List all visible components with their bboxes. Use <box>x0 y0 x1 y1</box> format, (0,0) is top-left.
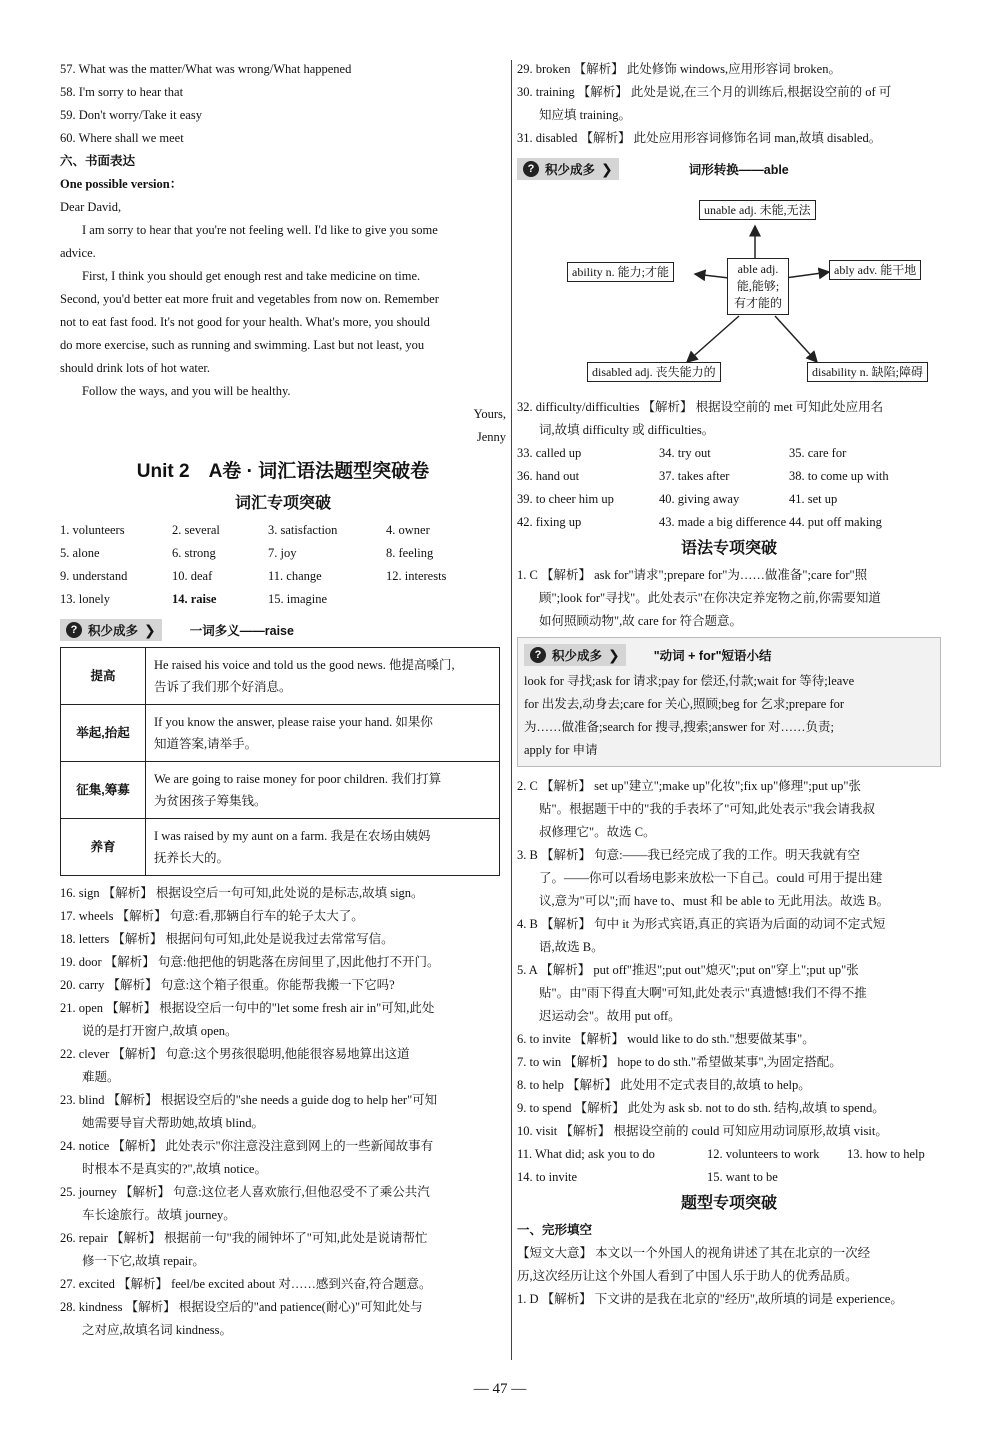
explanation-line: 时根本不是真实的?",故填 notice。 <box>82 1162 267 1176</box>
explanation-line: 贴"。根据题干中的"我的手表坏了"可知,此处表示"我会请我叔 <box>539 802 876 816</box>
letter-line: should drink lots of hot water. <box>60 361 210 375</box>
explanation-line: 叔修理它"。故选 C。 <box>539 825 656 839</box>
explanation-line: 26. repair 【解析】 根据前一句"我的闹钟坏了"可知,此处是说请帮忙 <box>60 1231 428 1245</box>
right-column <box>517 58 941 1311</box>
grammar-answer-grid <box>517 1143 941 1189</box>
lightbulb-icon: ? <box>530 647 546 663</box>
vocab-answer: 7. joy <box>268 546 297 560</box>
summary-line: 【短文大意】 本文以一个外国人的视角讲述了其在北京的一次经 <box>517 1246 871 1260</box>
tip-line: 为……做准备;search for 搜寻,搜索;answer for 对……负责; <box>524 720 835 734</box>
tip-badge-label: 积少成多 <box>545 163 596 177</box>
diagram-node-able <box>727 258 789 315</box>
phrase-answer: 43. made a big difference <box>659 515 787 529</box>
table-row <box>61 648 500 705</box>
column-divider <box>511 60 512 1360</box>
vocab-answer: 8. feeling <box>386 546 434 560</box>
phrase-answer: 40. giving away <box>659 492 740 506</box>
grammar-answer: 15. want to be <box>707 1170 778 1184</box>
table-row <box>61 705 500 762</box>
diagram-node-ably: ably adv. 能干地 <box>829 260 921 280</box>
answer-60: 60. Where shall we meet <box>60 131 184 145</box>
grammar-answer <box>847 1166 941 1189</box>
letter-greeting: Dear David, <box>60 200 122 214</box>
explanation-line: 24. notice 【解析】 此处表示"你注意没注意到网上的一些新闻故事有 <box>60 1139 434 1153</box>
explanation-line: 之对应,故填名词 kindness。 <box>82 1323 233 1337</box>
vocab-answer <box>386 588 504 611</box>
example-cell: I was raised by my aunt on a farm. 我是在农场由姨妈 抚养长大的。 <box>146 819 500 876</box>
explanation-line: 语,故选 B。 <box>539 940 604 954</box>
phrase-answer: 36. hand out <box>517 469 580 483</box>
vocab-answer: 12. interests <box>386 569 447 583</box>
raise-meaning-table <box>60 647 500 876</box>
diagram-node-disabled: disabled adj. 丧失能力的 <box>587 362 721 382</box>
meaning-cell: 征集,筹募 <box>61 762 146 819</box>
unit-title: Unit 2 A卷 · 词汇语法题型突破卷 <box>136 461 430 482</box>
tip-title: "动词 + for"短语小结 <box>653 649 772 663</box>
answer-59: 59. Don't worry/Take it easy <box>60 108 202 122</box>
explanation-line: 9. to spend 【解析】 此处为 ask sb. not to do sth. 结构,故填 to spend。 <box>517 1101 885 1115</box>
cloze-answer-1: 1. D 【解析】 下文讲的是我在北京的"经历",故所填的词是 experience。 <box>517 1292 903 1306</box>
grammar-answer: 13. how to help <box>847 1147 925 1161</box>
diagram-node-ability: ability n. 能力;才能 <box>567 262 674 282</box>
explanation-line: 难题。 <box>82 1070 120 1084</box>
explanation-line: 1. C 【解析】 ask for"请求";prepare for"为……做准备";care for"照 <box>517 568 868 582</box>
table-row <box>61 819 500 876</box>
grammar-answer: 11. What did; ask you to do <box>517 1147 655 1161</box>
vocab-answer: 6. strong <box>172 546 216 560</box>
phrase-answer: 34. try out <box>659 446 711 460</box>
chevron-right-icon: ❯ <box>601 160 613 177</box>
lightbulb-icon: ? <box>66 622 82 638</box>
tip-line: look for 寻找;ask for 请求;pay for 偿还,付款;wait for 等待;leave <box>524 674 855 688</box>
phrase-answer: 39. to cheer him up <box>517 492 614 506</box>
tip-title: 一词多义——raise <box>189 624 294 638</box>
tip-badge <box>60 619 162 641</box>
answer-57: 57. What was the matter/What was wrong/What happened <box>60 62 352 76</box>
vocab-answer: 14. raise <box>172 592 217 606</box>
explanation-line: 6. to invite 【解析】 would like to do sth."想要做某事"。 <box>517 1032 815 1046</box>
explanation-line: 10. visit 【解析】 根据设空前的 could 可知应用动词原形,故填 visit。 <box>517 1124 888 1138</box>
explanation-line: 31. disabled 【解析】 此处应用形容词修饰名词 man,故填 disabled。 <box>517 131 882 145</box>
tip-raise-header <box>60 617 506 643</box>
explanation-line: 23. blind 【解析】 根据设空后的"she needs a guide dog to help her"可知 <box>60 1093 438 1107</box>
explanation-line: 贴"。由"雨下得直大啊"可知,此处表示"真遗憾!我们不得不推 <box>539 986 867 1000</box>
phrase-answer: 41. set up <box>789 492 838 506</box>
vocab-answer: 10. deaf <box>172 569 213 583</box>
diagram-node-disability: disability n. 缺陷;障碍 <box>807 362 928 382</box>
explanation-line: 27. excited 【解析】 feel/be excited about 对……感到兴奋,符合题意。 <box>60 1277 432 1291</box>
meaning-cell: 提高 <box>61 648 146 705</box>
tip-line: for 出发去,动身去;care for 关心,照顾;beg for 乞求;prepare for <box>524 697 845 711</box>
explanation-line: 5. A 【解析】 put off"推迟";put out"熄灭";put on"穿上";put up"张 <box>517 963 859 977</box>
vocab-answer: 15. imagine <box>268 592 328 606</box>
letter-line: Follow the ways, and you will be healthy. <box>82 384 291 398</box>
explanation-line: 了。——你可以看场电影来放松一下自己。could 可用于提出建 <box>539 871 883 885</box>
tip-badge <box>524 644 626 666</box>
vocab-answer: 3. satisfaction <box>268 523 338 537</box>
diagram-node-unable: unable adj. 未能,无法 <box>699 200 816 220</box>
page-number: — 47 — <box>473 1381 527 1397</box>
grammar-explanation-list <box>517 775 941 1143</box>
chevron-right-icon: ❯ <box>144 621 156 638</box>
letter-line: First, I think you should get enough rest and take medicine on time. <box>82 269 421 283</box>
tip-badge-label: 积少成多 <box>552 649 603 663</box>
explanation-line: 顾";look for"寻找"。此处表示"在你决定养宠物之前,你需要知道 <box>539 591 881 605</box>
vocab-section-title: 词汇专项突破 <box>234 495 331 512</box>
table-row <box>61 762 500 819</box>
tip-title: 词形转换——able <box>688 163 789 177</box>
example-cell: He raised his voice and told us the good news. 他提高嗓门, 告诉了我们那个好消息。 <box>146 648 500 705</box>
letter-line: not to eat fast food. It's not good for your health. What's more, you should <box>60 315 430 329</box>
tip-able-header <box>517 156 941 182</box>
explanation-line: 19. door 【解析】 句意:他把他的钥匙落在房间里了,因此他打不开门。 <box>60 955 440 969</box>
tip-verb-for-box <box>517 637 941 767</box>
letter-closing: Yours, <box>473 407 506 421</box>
grammar-section-title: 语法专项突破 <box>680 540 777 557</box>
answer-58: 58. I'm sorry to hear that <box>60 85 184 99</box>
phrase-answer-grid <box>517 442 941 534</box>
explanation-line: 16. sign 【解析】 根据设空后一句可知,此处说的是标志,故填 sign。 <box>60 886 424 900</box>
explanation-line: 议,意为"可以";而 have to、must 和 be able to 无此用法。故选 B。 <box>539 894 890 908</box>
explanation-line: 2. C 【解析】 set up"建立";make up"化妆";fix up"修理";put up"张 <box>517 779 862 793</box>
explanation-line: 28. kindness 【解析】 根据设空后的"and patience(耐心)"可知此处与 <box>60 1300 423 1314</box>
vocab-answer: 13. lonely <box>60 592 110 606</box>
word-form-diagram <box>517 186 937 396</box>
explanation-line: 21. open 【解析】 根据设空后一句中的"let some fresh air in"可知,此处 <box>60 1001 435 1015</box>
tip-line: apply for 申请 <box>524 743 598 757</box>
explanation-line: 7. to win 【解析】 hope to do sth."希望做某事",为固定搭配。 <box>517 1055 842 1069</box>
vocab-answer: 1. volunteers <box>60 523 125 537</box>
diagram-center-line: 能,能够; <box>736 279 780 293</box>
vocab-answer: 11. change <box>268 569 322 583</box>
letter-line: Second, you'd better eat more fruit and vegetables from now on. Remember <box>60 292 439 306</box>
meaning-cell: 举起,抬起 <box>61 705 146 762</box>
explanation-line: 20. carry 【解析】 句意:这个箱子很重。你能帮我搬一下它吗? <box>60 978 395 992</box>
tip-badge-label: 积少成多 <box>88 624 139 638</box>
letter-line: advice. <box>60 246 96 260</box>
section6-title: 六、书面表达 <box>60 154 136 168</box>
one-possible-version: One possible version： <box>60 177 183 191</box>
explanation-line: 30. training 【解析】 此处是说,在三个月的训练后,根据设空前的 of 可 <box>517 85 892 99</box>
tip-badge <box>517 158 619 180</box>
explanation-line: 18. letters 【解析】 根据问句可知,此处是说我过去常常写信。 <box>60 932 394 946</box>
vocab-answer: 4. owner <box>386 523 430 537</box>
grammar-answer: 12. volunteers to work <box>707 1147 820 1161</box>
explanation-line: 修一下它,故填 repair。 <box>82 1254 205 1268</box>
diagram-center-line: 有才能的 <box>733 296 782 310</box>
chevron-right-icon: ❯ <box>608 646 620 663</box>
explanation-list <box>60 882 506 1342</box>
explanation-line: 25. journey 【解析】 句意:这位老人喜欢旅行,但他忍受不了乘公共汽 <box>60 1185 430 1199</box>
vocab-answer: 9. understand <box>60 569 128 583</box>
cloze-title: 一、完形填空 <box>517 1223 593 1237</box>
explanation-line: 说的是打开窗户,故填 open。 <box>82 1024 238 1038</box>
phrase-answer: 35. care for <box>789 446 847 460</box>
phrase-answer: 33. called up <box>517 446 582 460</box>
letter-line: do more exercise, such as running and swimming. Last but not least, you <box>60 338 425 352</box>
left-column <box>60 58 506 1342</box>
meaning-cell: 养育 <box>61 819 146 876</box>
explanation-line: 她需要导盲犬帮助她,故填 blind。 <box>82 1116 264 1130</box>
letter-signature: Jenny <box>476 430 506 444</box>
explanation-line: 8. to help 【解析】 此处用不定式表目的,故填 to help。 <box>517 1078 811 1092</box>
diagram-center-line: able adj. <box>737 262 779 276</box>
phrase-answer: 42. fixing up <box>517 515 582 529</box>
grammar-answer: 14. to invite <box>517 1170 578 1184</box>
tip-verb-for-header <box>524 642 934 668</box>
explanation-line: 如何照顾动物",故 care for 符合题意。 <box>539 614 742 628</box>
types-section-title: 题型专项突破 <box>680 1195 777 1212</box>
explanation-line: 车长途旅行。故填 journey。 <box>82 1208 236 1222</box>
phrase-answer: 44. put off making <box>789 515 882 529</box>
vocab-answer: 2. several <box>172 523 220 537</box>
phrase-answer: 38. to come up with <box>789 469 889 483</box>
example-cell: We are going to raise money for poor children. 我们打算 为贫困孩子筹集钱。 <box>146 762 500 819</box>
explanation-line: 4. B 【解析】 句中 it 为形式宾语,真正的宾语为后面的动词不定式短 <box>517 917 886 931</box>
explanation-line: 32. difficulty/difficulties 【解析】 根据设空前的 met 可知此处应用名 <box>517 400 884 414</box>
phrase-answer: 37. takes after <box>659 469 730 483</box>
explanation-line: 词,故填 difficulty 或 difficulties。 <box>539 423 715 437</box>
explanation-line: 知应填 training。 <box>539 108 632 122</box>
explanation-line: 迟运动会"。故用 put off。 <box>539 1009 681 1023</box>
explanation-line: 17. wheels 【解析】 句意:看,那辆自行车的轮子太大了。 <box>60 909 364 923</box>
vocab-answer-grid <box>60 519 506 611</box>
explanation-line: 29. broken 【解析】 此处修饰 windows,应用形容词 broken。 <box>517 62 841 76</box>
summary-line: 历,这次经历让这个外国人看到了中国人乐于助人的优秀品质。 <box>517 1269 858 1283</box>
explanation-line: 3. B 【解析】 句意:——我已经完成了我的工作。明天我就有空 <box>517 848 861 862</box>
lightbulb-icon: ? <box>523 161 539 177</box>
explanation-line: 22. clever 【解析】 句意:这个男孩很聪明,他能很容易地算出这道 <box>60 1047 410 1061</box>
letter-line: I am sorry to hear that you're not feeling well. I'd like to give you some <box>82 223 438 237</box>
vocab-answer: 5. alone <box>60 546 100 560</box>
example-cell: If you know the answer, please raise your hand. 如果你 知道答案,请举手。 <box>146 705 500 762</box>
